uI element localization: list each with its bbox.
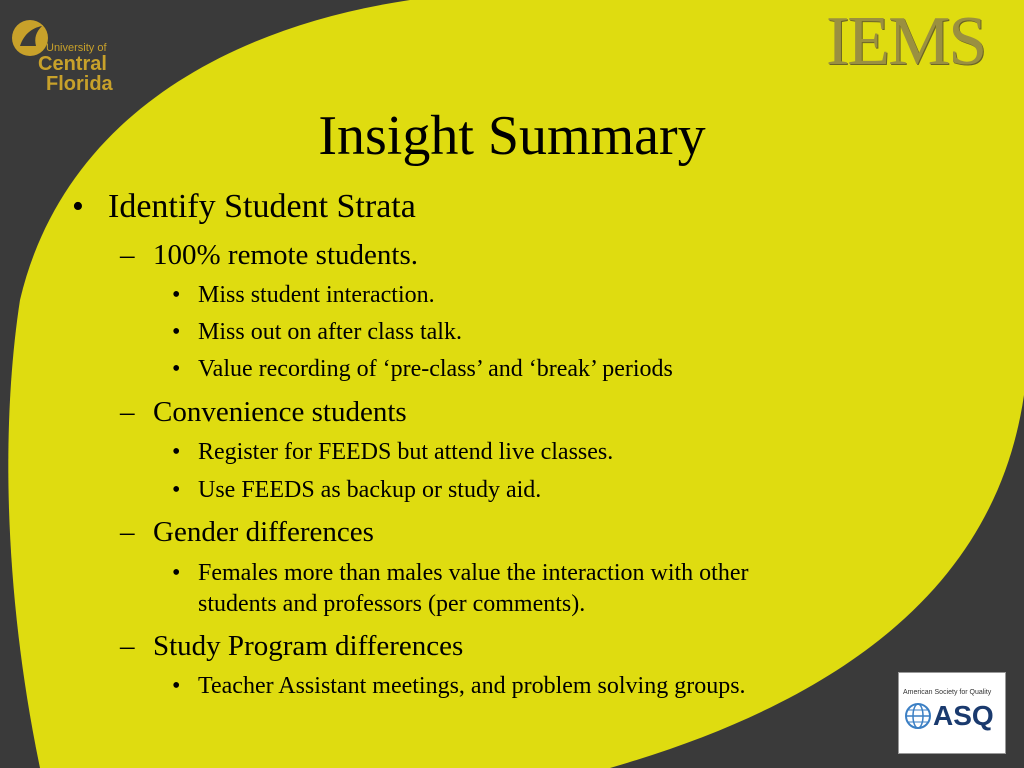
bullet-text: Value recording of ‘pre-class’ and ‘break’ periods [198,356,673,382]
bullet-marker: • [172,439,181,465]
asq-logo [898,672,1006,754]
bullet-text: Convenience students [153,396,407,428]
ucf-line3: Florida [46,73,113,95]
dash-marker: – [120,239,135,271]
bullet-level1 [72,188,416,226]
bullet-text: students and professors (per comments). [198,591,586,617]
asq-wordmark: ASQ [933,700,994,731]
bullet-continuation [198,589,585,619]
bullet-text: Teacher Assistant meetings, and problem solving groups. [198,673,746,699]
bullet-level3 [172,671,746,701]
bullet-level2 [120,629,463,663]
slide-title: Insight Summary [318,105,706,167]
bullet-marker: • [172,356,181,382]
ucf-line1: University of [46,42,107,54]
bullet-marker: • [172,477,181,503]
iems-logo: IEMS [826,3,986,80]
bullet-level3 [172,437,613,467]
ucf-wordmark [38,42,113,94]
bullet-text: 100% remote students. [153,239,418,271]
bullet-text: Gender differences [153,516,374,548]
bullet-text: Use FEEDS as backup or study aid. [198,477,542,503]
bullet-text: Study Program differences [153,630,464,662]
bullet-level3 [172,475,541,505]
bullet-text: Register for FEEDS but attend live classes. [198,439,614,465]
bullet-marker: • [172,319,181,345]
asq-tagline: American Society for Quality [903,689,992,696]
bullet-marker: • [172,282,181,308]
bullet-level2 [120,238,418,272]
bullet-marker: • [172,673,181,699]
bullet-level2 [120,515,374,549]
bullet-level2 [120,395,407,429]
bullet-text: Females more than males value the interaction with other [198,560,749,586]
bullet-level3 [172,558,749,588]
bullet-text: Identify Student Strata [108,188,416,225]
dash-marker: – [120,630,135,662]
ucf-line2: Central [38,53,107,75]
bullet-marker: • [72,188,84,225]
bullet-marker: • [172,560,181,586]
ucf-logo [10,12,140,96]
dash-marker: – [120,396,135,428]
bullet-level3 [172,280,435,310]
dash-marker: – [120,516,135,548]
bullet-level3 [172,317,462,347]
globe-icon [905,703,931,729]
bullet-text: Miss student interaction. [198,282,435,308]
bullet-level3 [172,354,673,384]
bullet-text: Miss out on after class talk. [198,319,462,345]
